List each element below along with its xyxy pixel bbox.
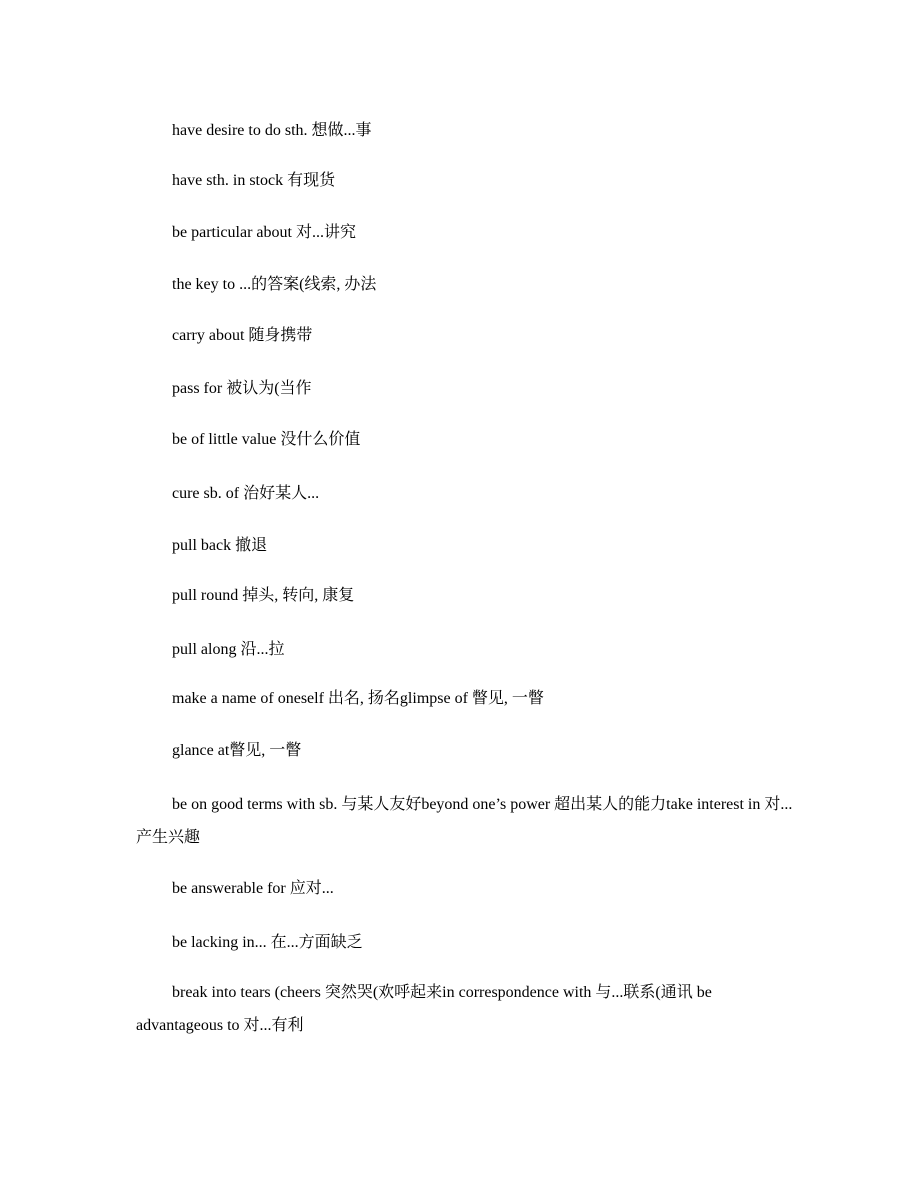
phrase-entry: carry about 随身携带 bbox=[172, 327, 313, 344]
phrase-entry: be on good terms with sb. 与某人友好beyond one’s power 超出某人的能力take interest in 对...产生兴趣 bbox=[136, 796, 793, 846]
phrase-entry: break into tears (cheers 突然哭(欢呼起来in correspondence with 与...联系(通讯 be advantageous to 对...有利 bbox=[136, 984, 712, 1034]
phrase-entry: pull along 沿...拉 bbox=[172, 641, 285, 658]
phrase-entry: be lacking in... 在...方面缺乏 bbox=[172, 934, 363, 951]
phrase-entry: make a name of oneself 出名, 扬名glimpse of 瞥见, 一瞥 bbox=[172, 690, 544, 707]
phrase-entry: the key to ...的答案(线索, 办法 bbox=[172, 276, 377, 293]
phrase-entry: pass for 被认为(当作 bbox=[172, 380, 312, 397]
phrase-entry: have desire to do sth. 想做...事 bbox=[172, 122, 372, 139]
phrase-entry: glance at瞥见, 一瞥 bbox=[172, 742, 302, 759]
phrase-entry: be answerable for 应对... bbox=[172, 880, 334, 897]
phrase-entry: be particular about 对...讲究 bbox=[172, 224, 356, 241]
phrase-entry: have sth. in stock 有现货 bbox=[172, 172, 336, 189]
phrase-entry: be of little value 没什么价值 bbox=[172, 431, 361, 448]
phrase-entry: cure sb. of 治好某人... bbox=[172, 485, 320, 502]
phrase-entry: pull back 撤退 bbox=[172, 537, 268, 554]
phrase-entry: pull round 掉头, 转向, 康复 bbox=[172, 587, 355, 604]
